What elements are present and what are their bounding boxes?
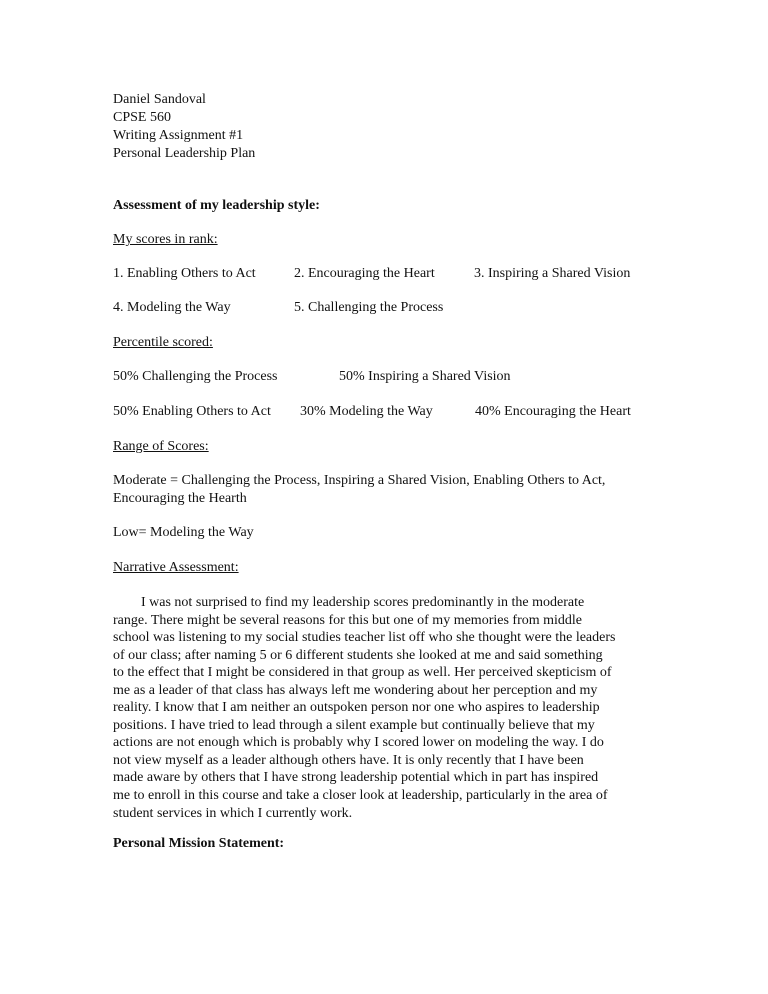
percentile-item: 50% Challenging the Process: [113, 369, 278, 384]
narrative-line: actions are not enough which is probably why I scored lower on modeling the way. I do: [113, 735, 604, 751]
range-heading: Range of Scores:: [113, 439, 209, 454]
percentile-item: 30% Modeling the Way: [300, 404, 433, 419]
rank-item: 5. Challenging the Process: [294, 300, 444, 315]
narrative-heading: Narrative Assessment:: [113, 560, 239, 575]
narrative-line: student services in which I currently work.: [113, 805, 353, 821]
rank-item: 3. Inspiring a Shared Vision: [474, 266, 631, 281]
narrative-line: me to enroll in this course and take a closer look at leadership, particularly in the area of: [113, 788, 608, 804]
assignment-label: Writing Assignment #1: [113, 128, 244, 143]
document-title: Personal Leadership Plan: [113, 146, 256, 161]
narrative-line: range. There might be several reasons for this but one of my memories from middle: [113, 612, 582, 628]
narrative-line: not view myself as a leader although others have. It is only recently that I have been: [113, 752, 584, 768]
rank-item: 4. Modeling the Way: [113, 300, 231, 315]
percentile-item: 50% Enabling Others to Act: [113, 404, 271, 419]
percentile-heading: Percentile scored:: [113, 335, 213, 350]
rank-item: 1. Enabling Others to Act: [113, 266, 256, 281]
rank-heading: My scores in rank:: [113, 232, 218, 247]
assessment-heading: Assessment of my leadership style:: [113, 198, 320, 213]
range-moderate-continued: Encouraging the Hearth: [113, 491, 247, 506]
course-code: CPSE 560: [113, 110, 171, 125]
narrative-line: reality. I know that I am neither an outspoken person nor one who aspires to leadership: [113, 700, 600, 716]
narrative-paragraph: [113, 594, 658, 822]
percentile-item: 40% Encouraging the Heart: [475, 404, 631, 419]
narrative-line: school was listening to my social studies teacher list off who she thought were the leaders: [113, 630, 616, 646]
range-low: Low= Modeling the Way: [113, 525, 254, 540]
narrative-line: to the effect that I might be considered in that group as well. Her perceived skepticism of: [113, 665, 612, 681]
author-name: Daniel Sandoval: [113, 92, 206, 107]
mission-heading: Personal Mission Statement:: [113, 836, 285, 851]
narrative-line: I was not surprised to find my leadership scores predominantly in the moderate: [113, 595, 585, 610]
range-moderate: Moderate = Challenging the Process, Inspiring a Shared Vision, Enabling Others to Act,: [113, 473, 606, 488]
percentile-item: 50% Inspiring a Shared Vision: [339, 369, 511, 384]
narrative-line: made aware by others that I have strong leadership potential which in part has inspired: [113, 770, 599, 786]
rank-item: 2. Encouraging the Heart: [294, 266, 435, 281]
narrative-line: me as a leader of that class has always left me wondering about her perception and my: [113, 682, 598, 698]
narrative-line: positions. I have tried to lead through a silent example but continually believe that my: [113, 717, 595, 733]
narrative-line: of our class; after naming 5 or 6 different students she looked at me and said something: [113, 647, 603, 663]
